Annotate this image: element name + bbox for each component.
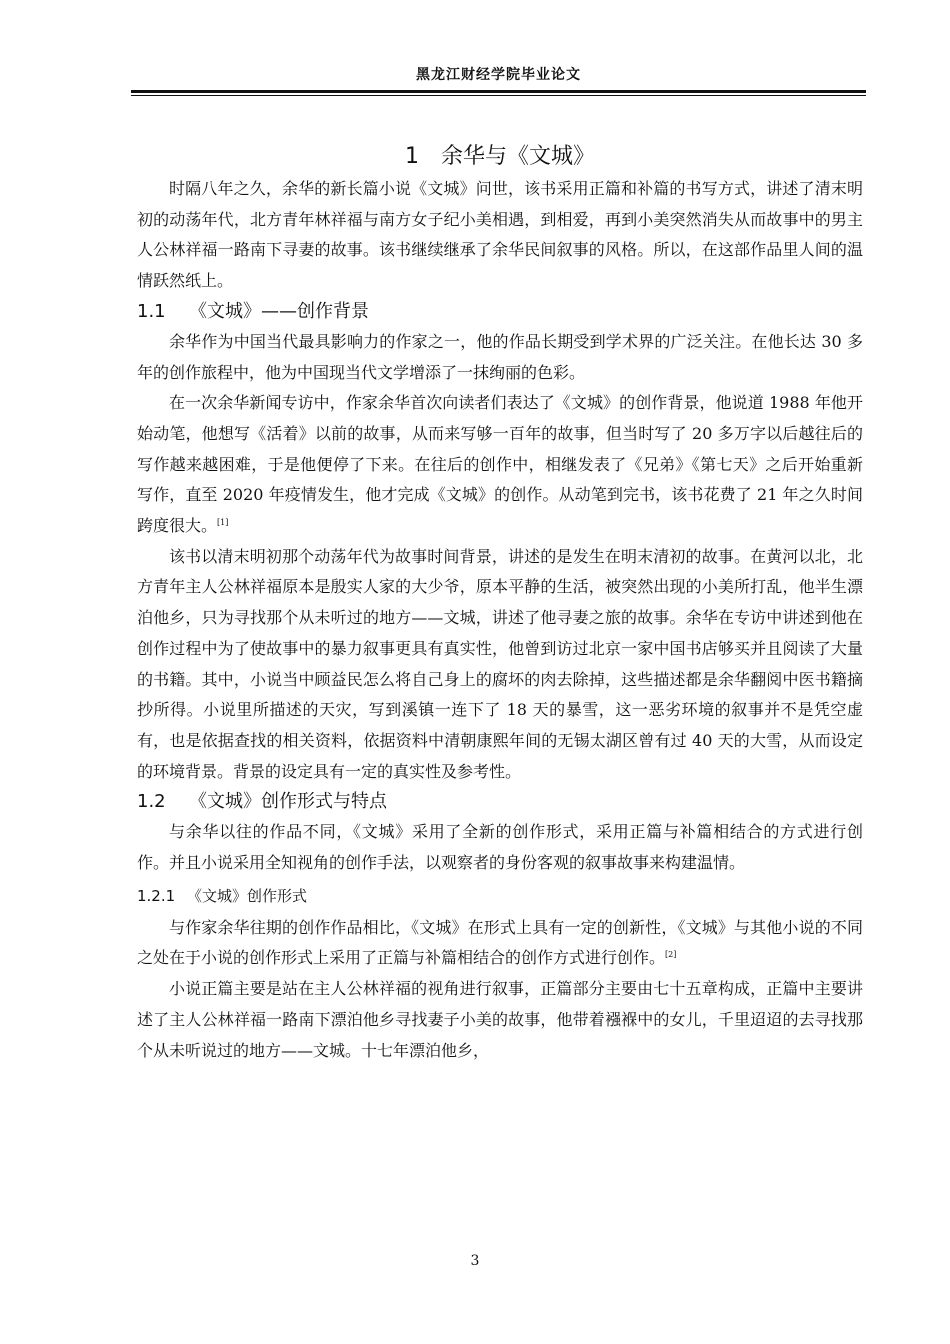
running-header: 黑龙江财经学院毕业论文 [416, 67, 581, 83]
chapter-title: 余华与《文城》 [440, 144, 595, 169]
paragraph: 与余华以往的作品不同，《文城》采用了全新的创作形式，采用正篇与补篇相结合的方式进行创作。并且小说采用全知视角的创作手法，以观察者的身份客观的叙事故事来构建温情。 [137, 822, 863, 873]
page-body [137, 140, 863, 1066]
citation-marker: [1] [217, 518, 229, 528]
section-title: 《文城》创作形式与特点 [189, 791, 387, 813]
page-number: 3 [470, 1253, 480, 1269]
section-heading-1-1 [137, 297, 863, 327]
paragraph [137, 913, 863, 974]
section-title: 《文城》——创作背景 [189, 300, 369, 322]
section-heading-1-2 [137, 787, 863, 817]
chapter-heading [137, 140, 863, 174]
section-number: 1.2 [137, 791, 166, 813]
paragraph: 余华作为中国当代最具影响力的作家之一，他的作品长期受到学术界的广泛关注。在他长达 30 多年的创作旅程中，他为中国现当代文学增添了一抹绚丽的色彩。 [137, 331, 863, 382]
subsection-number: 1.2.1 [137, 886, 176, 905]
paragraph-text: 与作家余华往期的创作作品相比，《文城》在形式上具有一定的创新性，《文城》与其他小说的不同之处在于小说的创作形式上采用了正篇与补篇相结合的创作方式进行创作。 [137, 917, 863, 968]
header-rule-thin [131, 95, 866, 96]
subsection-title: 《文城》创作形式 [187, 886, 308, 905]
paragraph: 该书以清末明初那个动荡年代为故事时间背景，讲述的是发生在明末清初的故事。在黄河以北，北方青年主人公林祥福原本是殷实人家的大少爷，原本平静的生活，被突然出现的小美所打乱，他半生漂泊他乡，只为寻找那个从未听过的地方——文城，讲述了他寻妻之旅的故事。余华在专访中讲述到他在创作过程中为了使故事中的暴力叙事更具有真实性，他曾到访过北京一家中国书店够买并且阅读了大量的书籍。其中，小说当中顾益民怎么将自己身上的腐坏的肉去除掉，这些描述都是余华翻阅中医书籍摘抄所得。小说里所描述的天灾，写到溪镇一连下了 18 天的暴雪，这一恶劣环境的叙事并不是凭空虚有，也是依据查找的相关资料，依据资料中清朝康熙年间的无锡太湖区曾有过 40 天的大雪，从而设定的环境背景。背景的设定具有一定的真实性及参考性。 [137, 546, 863, 781]
paragraph: 小说正篇主要是站在主人公林祥福的视角进行叙事，正篇部分主要由七十五章构成，正篇中主要讲述了主人公林祥福一路南下漂泊他乡寻找妻子小美的故事，他带着襁褓中的女儿，千里迢迢的去寻找那个从未听说过的地方——文城。十七年漂泊他乡， [137, 979, 863, 1060]
paragraph [137, 388, 863, 542]
paragraph-text: 在一次余华新闻专访中，作家余华首次向读者们表达了《文城》的创作背景，他说道 1988 年他开始动笔，他想写《活着》以前的故事，从而来写够一百年的故事，但当时写了 20 多万字以后越往后的写作越来越困难，于是他便停了下来。在往后的创作中，相继发表了《兄弟》《第七天》之后开始重新写作，直至 2020 年疫情发生，他才完成《文城》的创作。从动笔到完书，该书花费了 21 年之久时间跨度很大。 [137, 393, 863, 536]
section-number: 1.1 [137, 300, 166, 322]
subsection-heading-1-2-1 [137, 881, 863, 911]
header-rule-thick [131, 90, 866, 93]
citation-marker: [2] [665, 950, 677, 960]
chapter-number: 1 [404, 144, 419, 169]
intro-paragraph: 时隔八年之久，余华的新长篇小说《文城》问世，该书采用正篇和补篇的书写方式，讲述了清末明初的动荡年代，北方青年林祥福与南方女子纪小美相遇，到相爱，再到小美突然消失从而故事中的男主人公林祥福一路南下寻妻的故事。该书继续继承了余华民间叙事的风格。所以，在这部作品里人间的温情跃然纸上。 [137, 179, 863, 291]
